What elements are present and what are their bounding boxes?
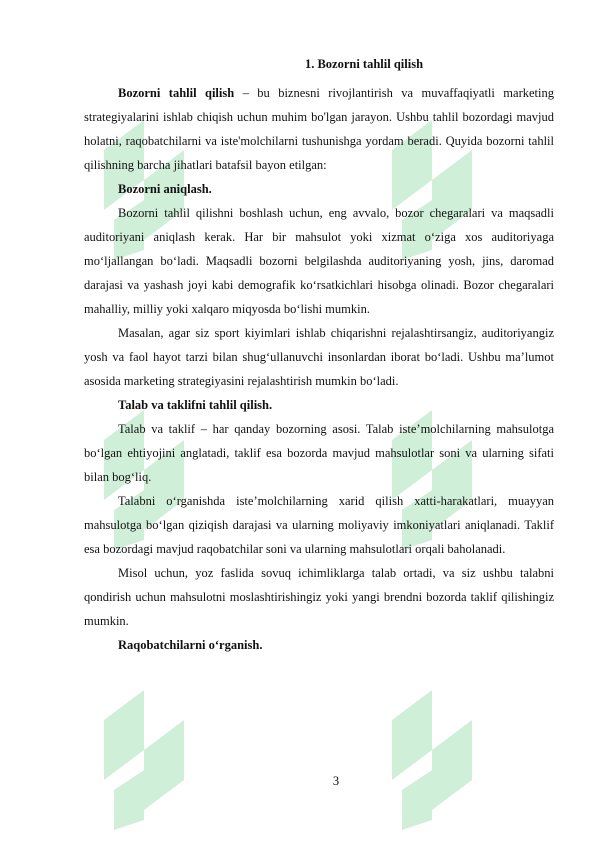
paragraph: Talabni o‘rganishda iste’molchilarning xarid qilish xatti-harakatlari, muayyan mahsulotga bo‘lgan qiziqish darajasi va ularning moliyaviy imkoniyatlari aniqlanadi. Taklif esa bozordagi mavjud raqobatchilar soni va ularning mahsulotlari orqali baholanadi. xyxy=(84,494,554,556)
intro-text: – bu biznesni rivojlantirish va muvaffaqiyatli marketing strategiyalarini ishlab chiqish uchun muhim bo'lgan jarayon. Ushbu tahlil bozordagi mavjud holatni, raqobatchilarni va iste'molchilarni tushunishga yordam beradi. Quyida bozorni tahlil qilishning barcha jihatlari batafsil bayon etilgan: xyxy=(84,86,554,172)
subheading-supply-demand: Talab va taklifni tahlil qilish. xyxy=(118,398,273,412)
paragraph: Talab va taklif – har qanday bozorning asosi. Talab iste’molchilarning mahsulotga bo‘lgan ehtiyojini anglatadi, taklif esa bozorda mavjud mahsulotlar soni va ularning sifati bilan bog‘liq. xyxy=(84,422,554,484)
intro-bold-term: Bozorni tahlil qilish xyxy=(118,86,235,100)
subheading-competitors: Raqobatchilarni o‘rganish. xyxy=(118,638,263,652)
intro-paragraph xyxy=(84,81,554,177)
paragraph: Bozorni tahlil qilishni boshlash uchun, eng avvalo, bozor chegaralari va maqsadli auditoriyani aniqlash kerak. Har bir mahsulot yoki xizmat o‘ziga xos auditoriyaga mo‘ljallangan bo‘ladi. Maqsadli bozorni belgilashda auditoriyaning yosh, jins, daromad darajasi va yashash joyi kabi demografik ko‘rsatkichlari hisobga olinadi. Bozor chegaralari mahalliy, milliy yoki xalqaro miqyosda bo‘lishi mumkin. xyxy=(84,206,554,316)
watermark-logo-icon xyxy=(84,680,204,840)
subheading-market-definition: Bozorni aniqlash. xyxy=(118,182,212,196)
paragraph: Misol uchun, yoz faslida sovuq ichimliklarga talab ortadi, va siz ushbu talabni qondirish uchun mahsulotni moslashtirishingiz yoki yangi brendni bozorda taklif qilishingiz mumkin. xyxy=(84,566,554,628)
section-title: 1. Bozorni tahlil qilish xyxy=(304,57,424,71)
document-body xyxy=(84,56,554,657)
watermark-logo-icon xyxy=(372,680,492,840)
paragraph: Masalan, agar siz sport kiyimlari ishlab chiqarishni rejalashtirsangiz, auditoriyangiz yosh va faol hayot tarzi bilan shug‘ullanuvchi insonlardan iborat bo‘ladi. Ushbu ma’lumot asosida marketing strategiyasini rejalashtirish mumkin bo‘ladi. xyxy=(84,326,554,388)
page-number: 3 xyxy=(332,774,340,788)
